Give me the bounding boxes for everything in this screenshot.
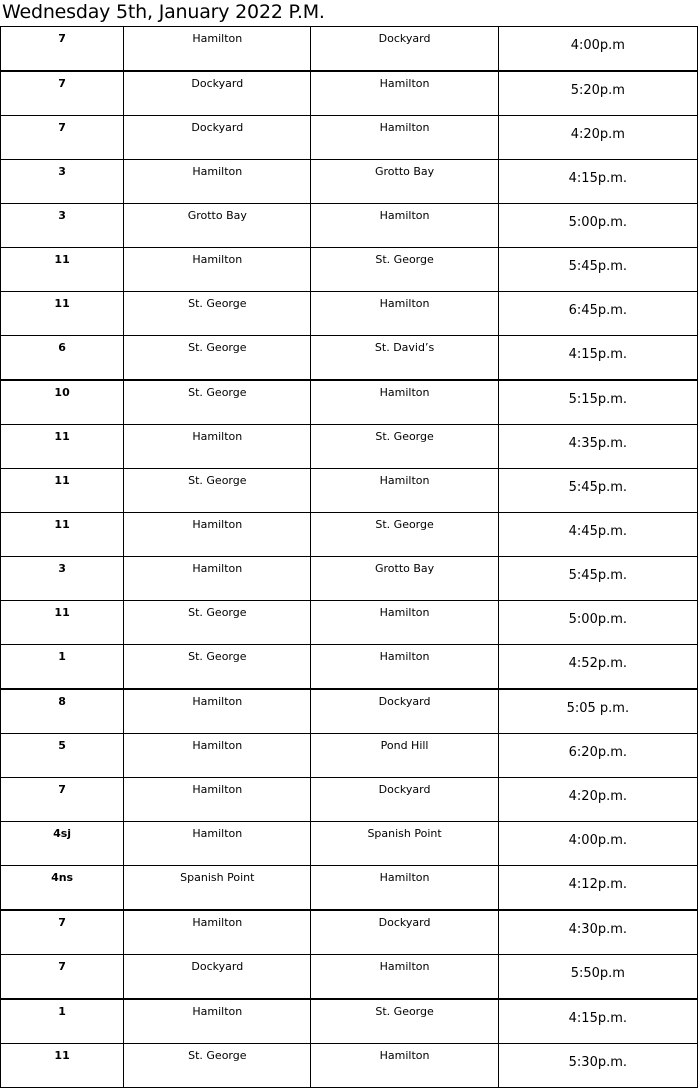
destination-location: St. George	[311, 999, 498, 1044]
route-number: 11	[1, 248, 124, 292]
table-row	[1, 866, 698, 911]
route-number: 11	[1, 1044, 124, 1088]
destination-location: Hamilton	[311, 380, 498, 425]
table-row	[1, 557, 698, 601]
departure-location: St. George	[124, 292, 311, 336]
table-row	[1, 336, 698, 381]
departure-time: 5:00p.m.	[498, 204, 697, 248]
destination-location: Spanish Point	[311, 822, 498, 866]
page-title: Wednesday 5th, January 2022 P.M.	[2, 1, 325, 23]
departure-location: Dockyard	[124, 955, 311, 1000]
departure-location: Dockyard	[124, 71, 311, 116]
departure-time: 5:05 p.m.	[498, 689, 697, 734]
route-number: 11	[1, 469, 124, 513]
departure-location: Hamilton	[124, 27, 311, 72]
departure-time: 6:45p.m.	[498, 292, 697, 336]
table-row	[1, 1044, 698, 1088]
route-number: 1	[1, 999, 124, 1044]
schedule-body	[1, 27, 698, 1088]
departure-time: 4:12p.m.	[498, 866, 697, 911]
table-row	[1, 425, 698, 469]
destination-location: Hamilton	[311, 601, 498, 645]
route-number: 7	[1, 778, 124, 822]
departure-location: Hamilton	[124, 778, 311, 822]
destination-location: Grotto Bay	[311, 557, 498, 601]
destination-location: Hamilton	[311, 1044, 498, 1088]
route-number: 7	[1, 71, 124, 116]
table-row	[1, 689, 698, 734]
route-number: 11	[1, 601, 124, 645]
departure-location: St. George	[124, 1044, 311, 1088]
route-number: 6	[1, 336, 124, 381]
departure-time: 4:35p.m.	[498, 425, 697, 469]
route-number: 8	[1, 689, 124, 734]
destination-location: St. George	[311, 248, 498, 292]
route-number: 11	[1, 513, 124, 557]
departure-time: 4:20p.m.	[498, 778, 697, 822]
departure-time: 5:20p.m	[498, 71, 697, 116]
route-number: 3	[1, 557, 124, 601]
destination-location: Pond Hill	[311, 734, 498, 778]
table-row	[1, 27, 698, 72]
route-number: 7	[1, 27, 124, 72]
departure-time: 6:20p.m.	[498, 734, 697, 778]
departure-time: 5:50p.m	[498, 955, 697, 1000]
departure-location: St. George	[124, 645, 311, 690]
departure-time: 4:15p.m.	[498, 336, 697, 381]
departure-time: 4:00p.m	[498, 27, 697, 72]
departure-time: 5:45p.m.	[498, 248, 697, 292]
table-row	[1, 71, 698, 116]
route-number: 3	[1, 204, 124, 248]
departure-location: Grotto Bay	[124, 204, 311, 248]
table-row	[1, 116, 698, 160]
table-row	[1, 778, 698, 822]
departure-time: 4:15p.m.	[498, 999, 697, 1044]
route-number: 7	[1, 910, 124, 955]
departure-location: Hamilton	[124, 822, 311, 866]
destination-location: Hamilton	[311, 71, 498, 116]
departure-time: 4:45p.m.	[498, 513, 697, 557]
destination-location: Grotto Bay	[311, 160, 498, 204]
table-row	[1, 822, 698, 866]
destination-location: Hamilton	[311, 292, 498, 336]
table-row	[1, 380, 698, 425]
destination-location: Hamilton	[311, 645, 498, 690]
departure-location: St. George	[124, 469, 311, 513]
departure-location: Hamilton	[124, 689, 311, 734]
departure-location: Hamilton	[124, 425, 311, 469]
bus-schedule-table	[0, 26, 698, 1088]
destination-location: Hamilton	[311, 204, 498, 248]
table-row	[1, 734, 698, 778]
route-number: 3	[1, 160, 124, 204]
departure-location: Hamilton	[124, 513, 311, 557]
table-row	[1, 292, 698, 336]
route-number: 1	[1, 645, 124, 690]
departure-time: 5:30p.m.	[498, 1044, 697, 1088]
route-number: 4ns	[1, 866, 124, 911]
departure-location: St. George	[124, 336, 311, 381]
destination-location: Hamilton	[311, 469, 498, 513]
table-row	[1, 469, 698, 513]
table-row	[1, 999, 698, 1044]
destination-location: Hamilton	[311, 116, 498, 160]
route-number: 4sj	[1, 822, 124, 866]
destination-location: St. David’s	[311, 336, 498, 381]
departure-time: 4:30p.m.	[498, 910, 697, 955]
table-row	[1, 910, 698, 955]
departure-location: St. George	[124, 601, 311, 645]
destination-location: Hamilton	[311, 866, 498, 911]
table-row	[1, 601, 698, 645]
destination-location: Hamilton	[311, 955, 498, 1000]
destination-location: Dockyard	[311, 27, 498, 72]
departure-location: Hamilton	[124, 248, 311, 292]
table-row	[1, 248, 698, 292]
destination-location: Dockyard	[311, 910, 498, 955]
table-row	[1, 955, 698, 1000]
destination-location: St. George	[311, 425, 498, 469]
departure-location: Dockyard	[124, 116, 311, 160]
departure-location: Hamilton	[124, 734, 311, 778]
departure-time: 5:15p.m.	[498, 380, 697, 425]
departure-time: 4:00p.m.	[498, 822, 697, 866]
departure-time: 4:15p.m.	[498, 160, 697, 204]
departure-location: Hamilton	[124, 160, 311, 204]
departure-location: Hamilton	[124, 557, 311, 601]
table-row	[1, 204, 698, 248]
departure-time: 5:00p.m.	[498, 601, 697, 645]
departure-location: Spanish Point	[124, 866, 311, 911]
departure-location: Hamilton	[124, 999, 311, 1044]
destination-location: Dockyard	[311, 778, 498, 822]
route-number: 7	[1, 955, 124, 1000]
departure-time: 4:52p.m.	[498, 645, 697, 690]
destination-location: St. George	[311, 513, 498, 557]
table-row	[1, 513, 698, 557]
departure-time: 5:45p.m.	[498, 557, 697, 601]
route-number: 11	[1, 292, 124, 336]
route-number: 10	[1, 380, 124, 425]
departure-location: St. George	[124, 380, 311, 425]
route-number: 7	[1, 116, 124, 160]
departure-location: Hamilton	[124, 910, 311, 955]
table-row	[1, 645, 698, 690]
departure-time: 5:45p.m.	[498, 469, 697, 513]
table-row	[1, 160, 698, 204]
route-number: 11	[1, 425, 124, 469]
destination-location: Dockyard	[311, 689, 498, 734]
departure-time: 4:20p.m	[498, 116, 697, 160]
route-number: 5	[1, 734, 124, 778]
